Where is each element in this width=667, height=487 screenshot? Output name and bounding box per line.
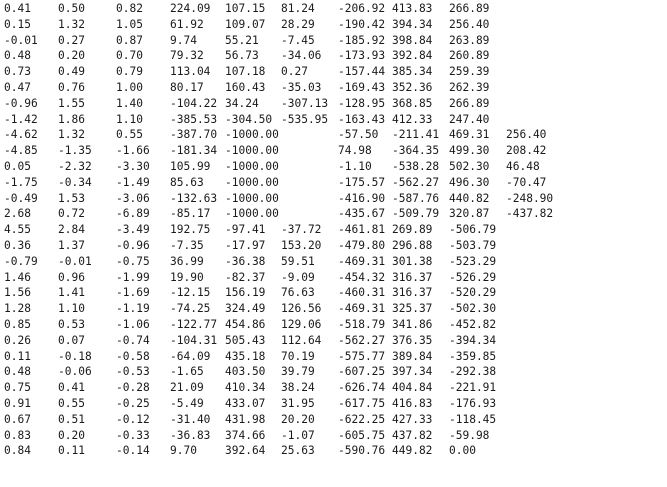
table-cell: -452.82 [449,317,497,331]
table-cell: -562.27 [338,333,386,347]
table-cell: 0.36 [4,238,31,252]
table-cell: 296.88 [392,238,433,252]
table-cell: 0.27 [281,65,308,79]
table-cell: 113.04 [170,65,211,79]
table-cell: -4.85 [4,144,38,158]
table-cell: -469.31 [338,302,386,316]
table-cell: 156.19 [225,286,266,300]
table-cell: -211.41 [392,128,440,142]
table-cell: 440.82 [449,191,490,205]
table-cell: -175.57 [338,175,386,189]
table-cell: 109.07 [225,17,266,31]
table-cell: 502.30 [449,159,490,173]
table-cell: 341.86 [392,317,433,331]
table-cell: 0.79 [116,65,143,79]
table-cell: 431.98 [225,412,266,426]
table-cell: 0.67 [4,412,31,426]
table-cell: -1.19 [116,302,150,316]
table-cell: -0.34 [58,175,92,189]
table-cell: -82.37 [225,270,266,284]
table-cell: 262.39 [449,80,490,94]
table-cell: 74.98 [338,144,372,158]
table-cell: -562.27 [392,175,440,189]
table-cell: -1.65 [170,365,204,379]
table-cell: -1000.00 [225,207,279,221]
table-cell: 316.37 [392,270,433,284]
table-cell: 79.32 [170,49,204,63]
table-cell: -70.47 [506,175,547,189]
table-cell: 427.33 [392,412,433,426]
table-cell: -37.72 [281,223,322,237]
table-cell: -64.09 [170,349,211,363]
table-cell: 404.84 [392,381,433,395]
table-cell: -206.92 [338,2,386,15]
table-cell: -607.25 [338,365,386,379]
table-cell: 192.75 [170,223,211,237]
table-cell: -1.99 [116,270,150,284]
table-cell: -2.32 [58,159,92,173]
table-cell: -523.29 [449,254,497,268]
table-cell: -104.31 [170,333,218,347]
table-cell: -36.38 [225,254,266,268]
table-cell: -1000.00 [225,175,279,189]
table-cell: -0.33 [116,428,150,442]
table-cell: 0.96 [58,270,85,284]
table-cell: 1.41 [58,286,85,300]
table-cell: -1000.00 [225,128,279,142]
table-cell: 85.63 [170,175,204,189]
table-cell: -36.83 [170,428,211,442]
table-cell: 56.73 [225,49,259,63]
table-cell: 0.27 [58,33,85,47]
table-cell: -1.75 [4,175,38,189]
table-cell: -535.95 [281,112,329,126]
table-cell: 1.86 [58,112,85,126]
table-cell: -1000.00 [225,144,279,158]
table-cell: 81.24 [281,2,315,15]
table-cell: 412.33 [392,112,433,126]
table-cell: -617.75 [338,396,386,410]
table-cell: -538.28 [392,159,440,173]
table-cell: 0.05 [4,159,31,173]
table-cell: 28.29 [281,17,315,31]
table-cell: -605.75 [338,428,386,442]
table-cell: -3.30 [116,159,150,173]
table-cell: 256.40 [506,128,547,142]
table-cell: -1000.00 [225,159,279,173]
table-cell: -590.76 [338,444,386,458]
table-cell: -1.42 [4,112,38,126]
table-cell: -0.75 [116,254,150,268]
table-cell: 1.46 [4,270,31,284]
table-cell: -364.35 [392,144,440,158]
table-cell: -221.91 [449,381,497,395]
table-cell: 392.84 [392,49,433,63]
table-cell: -35.03 [281,80,322,94]
table-cell: 0.11 [58,444,85,458]
table-cell: 153.20 [281,238,322,252]
table-cell: 263.89 [449,33,490,47]
table-cell: 320.87 [449,207,490,221]
table-cell: 0.26 [4,333,31,347]
table-cell: 160.43 [225,80,266,94]
table-cell: 1.10 [116,112,143,126]
table-cell: 469.31 [449,128,490,142]
table-cell: 39.79 [281,365,315,379]
table-cell: 437.82 [392,428,433,442]
table-cell: -0.96 [4,96,38,110]
table-cell: -176.93 [449,396,497,410]
table-cell: -0.53 [116,365,150,379]
table-cell: 0.15 [4,17,31,31]
table-cell: -1.69 [116,286,150,300]
table-cell: 449.82 [392,444,433,458]
table-cell: -479.80 [338,238,386,252]
table-cell: -509.79 [392,207,440,221]
table-cell: 0.83 [4,428,31,442]
table-cell: -518.79 [338,317,386,331]
table-cell: -248.90 [506,191,554,205]
table-cell: -622.25 [338,412,386,426]
table-cell: -3.06 [116,191,150,205]
table-cell: 0.11 [4,349,31,363]
table-cell: -6.89 [116,207,150,221]
table-cell: -416.90 [338,191,386,205]
table-cell: 505.43 [225,333,266,347]
table-cell: -122.77 [170,317,218,331]
table-cell: -5.49 [170,396,204,410]
table-cell: 410.34 [225,381,266,395]
table-cell: 325.37 [392,302,433,316]
table-cell: -3.49 [116,223,150,237]
table-cell: 70.19 [281,349,315,363]
table-cell: 316.37 [392,286,433,300]
table-cell: 0.00 [449,444,476,458]
table-cell: 9.74 [170,33,197,47]
table-cell: -0.28 [116,381,150,395]
table-cell: 1.40 [116,96,143,110]
table-cell: 20.20 [281,412,315,426]
table-cell: 0.49 [58,65,85,79]
table-cell: -9.09 [281,270,315,284]
table-cell: 0.91 [4,396,31,410]
table-cell: 34.24 [225,96,259,110]
table-cell: 224.09 [170,2,211,15]
table-cell: 80.17 [170,80,204,94]
table-cell: -0.74 [116,333,150,347]
table-cell: 496.30 [449,175,490,189]
table-cell: -7.35 [170,238,204,252]
table-cell: 256.40 [449,17,490,31]
table-cell: -173.93 [338,49,386,63]
table-cell: 46.48 [506,159,540,173]
table-cell: -1000.00 [225,191,279,205]
table-cell: -587.76 [392,191,440,205]
table-cell: -1.49 [116,175,150,189]
table-cell: 247.40 [449,112,490,126]
table-cell: -157.44 [338,65,386,79]
table-cell: -17.97 [225,238,266,252]
table-cell: 61.92 [170,17,204,31]
table-cell: -4.62 [4,128,38,142]
table-cell: -7.45 [281,33,315,47]
table-cell: 385.34 [392,65,433,79]
table-cell: -185.92 [338,33,386,47]
table-cell: -575.77 [338,349,386,363]
table-cell: 112.64 [281,333,322,347]
table-cell: 59.51 [281,254,315,268]
table-cell: 260.89 [449,49,490,63]
table-cell: -12.15 [170,286,211,300]
table-cell: -57.50 [338,128,379,142]
table-cell: 0.70 [116,49,143,63]
table-cell: 397.34 [392,365,433,379]
table-cell: 0.73 [4,65,31,79]
table-cell: -460.31 [338,286,386,300]
table-cell: 19.90 [170,270,204,284]
table-cell: 55.21 [225,33,259,47]
table-cell: 394.34 [392,17,433,31]
table-cell: -385.53 [170,112,218,126]
table-cell: -74.25 [170,302,211,316]
table-cell: 398.84 [392,33,433,47]
table-cell: 259.39 [449,65,490,79]
table-cell: 454.86 [225,317,266,331]
table-cell: 1.10 [58,302,85,316]
table-cell: -469.31 [338,254,386,268]
table-cell: -435.67 [338,207,386,221]
table-cell: -163.43 [338,112,386,126]
table-cell: -502.30 [449,302,497,316]
table-cell: 0.41 [58,381,85,395]
table-cell: -1.10 [338,159,372,173]
table-cell: 0.87 [116,33,143,47]
table-cell: -503.79 [449,238,497,252]
table-cell: -0.49 [4,191,38,205]
table-cell: -0.14 [116,444,150,458]
table-cell: 499.30 [449,144,490,158]
table-cell: 435.18 [225,349,266,363]
table-cell: -97.41 [225,223,266,237]
bottom-edge [0,481,667,487]
table-cell: -520.29 [449,286,497,300]
table-cell: 0.51 [58,412,85,426]
table-cell: -359.85 [449,349,497,363]
table-cell: 0.41 [4,2,31,15]
table-cell: 301.38 [392,254,433,268]
table-cell: -1.35 [58,144,92,158]
table-cell: -104.22 [170,96,218,110]
table-cell: 21.09 [170,381,204,395]
table-cell: 0.50 [58,2,85,15]
table-cell: 4.55 [4,223,31,237]
table-cell: 1.28 [4,302,31,316]
table-cell: -1.06 [116,317,150,331]
table-cell: 0.84 [4,444,31,458]
table-cell: 2.68 [4,207,31,221]
table-cell: 2.84 [58,223,85,237]
table-cell: -85.17 [170,207,211,221]
table-cell: 0.55 [58,396,85,410]
table-cell: -307.13 [281,96,329,110]
table-cell: -0.18 [58,349,92,363]
table-cell: 266.89 [449,2,490,15]
table-cell: -0.12 [116,412,150,426]
table-cell: 1.32 [58,128,85,142]
table-cell: -0.58 [116,349,150,363]
table-cell: -59.98 [449,428,490,442]
table-cell: 107.15 [225,2,266,15]
table-cell: 38.24 [281,381,315,395]
table-cell: 0.20 [58,428,85,442]
table-cell: 0.53 [58,317,85,331]
table-cell: -0.06 [58,365,92,379]
table-cell: -437.82 [506,207,554,221]
table-cell: 0.48 [4,365,31,379]
table-cell: -181.34 [170,144,218,158]
table-cell: -506.79 [449,223,497,237]
table-cell: 1.53 [58,191,85,205]
table-cell: 31.95 [281,396,315,410]
table-cell: -526.29 [449,270,497,284]
table-cell: 433.07 [225,396,266,410]
table-cell: 392.64 [225,444,266,458]
table-cell: 389.84 [392,349,433,363]
table-cell: 107.18 [225,65,266,79]
table-cell: -1.66 [116,144,150,158]
table-cell: -292.38 [449,365,497,379]
table-cell: 126.56 [281,302,322,316]
table-cell: 0.47 [4,80,31,94]
table-cell: 0.20 [58,49,85,63]
table-cell: -128.95 [338,96,386,110]
table-cell: 105.99 [170,159,211,173]
table-cell: 0.82 [116,2,143,15]
table-cell: 1.00 [116,80,143,94]
table-cell: 368.85 [392,96,433,110]
table-cell: 374.66 [225,428,266,442]
table-cell: -626.74 [338,381,386,395]
table-cell: 1.32 [58,17,85,31]
table-cell: 403.50 [225,365,266,379]
table-cell: 269.89 [392,223,433,237]
table-cell: -169.43 [338,80,386,94]
table-cell: 9.70 [170,444,197,458]
table-cell: -0.79 [4,254,38,268]
table-cell: 1.55 [58,96,85,110]
table-cell: 352.36 [392,80,433,94]
table-cell: 266.89 [449,96,490,110]
table-cell: -304.50 [225,112,273,126]
table-cell: -0.01 [58,254,92,268]
table-cell: -118.45 [449,412,497,426]
table-cell: 0.72 [58,207,85,221]
table-cell: 0.48 [4,49,31,63]
table-cell: -0.25 [116,396,150,410]
table-cell: 76.63 [281,286,315,300]
table-cell: 1.37 [58,238,85,252]
table-cell: -1.07 [281,428,315,442]
table-cell: 129.06 [281,317,322,331]
table-cell: 36.99 [170,254,204,268]
table-cell: 324.49 [225,302,266,316]
table-cell: -387.70 [170,128,218,142]
table-cell: -394.34 [449,333,497,347]
table-cell: -132.63 [170,191,218,205]
table-cell: 1.05 [116,17,143,31]
table-cell: 413.83 [392,2,433,15]
table-cell: 0.76 [58,80,85,94]
table-cell: -34.06 [281,49,322,63]
table-cell: -0.96 [116,238,150,252]
table-cell: -190.42 [338,17,386,31]
table-cell: -454.32 [338,270,386,284]
table-cell: 416.83 [392,396,433,410]
table-cell: 1.56 [4,286,31,300]
table-cell: -0.01 [4,33,38,47]
table-cell: 0.07 [58,333,85,347]
table-cell: 0.55 [116,128,143,142]
table-cell: -31.40 [170,412,211,426]
table-cell: 0.75 [4,381,31,395]
table-cell: -461.81 [338,223,386,237]
table-cell: 0.85 [4,317,31,331]
table-cell: 376.35 [392,333,433,347]
table-cell: 25.63 [281,444,315,458]
table-cell: 208.42 [506,144,547,158]
